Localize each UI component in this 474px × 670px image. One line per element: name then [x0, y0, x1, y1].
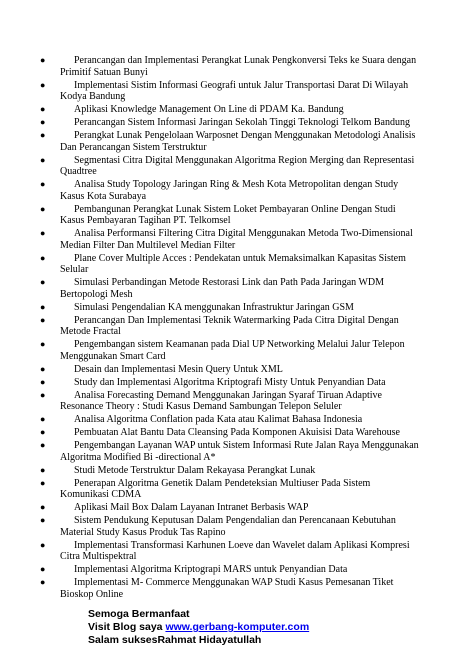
bullet-icon: ●: [40, 277, 46, 287]
bullet-icon: ●: [40, 464, 46, 475]
list-item-text: Studi Metode Terstruktur Dalam Rekayasa Perangkat Lunak: [74, 464, 316, 476]
list-item: [32, 478, 420, 501]
list-item-text: Pengembangan Layanan WAP untuk Sistem Informasi Rute Jalan Raya Menggunakan Algoritma Modified Bi -directional A*: [60, 440, 419, 463]
list-item-text: Perancangan Sistem Informasi Jaringan Sekolah Tinggi Teknologi Telkom Bandung: [74, 117, 410, 128]
list-item-text: Pembuatan Alat Bantu Data Cleansing Pada Komponen Akuisisi Data Warehouse: [74, 427, 400, 438]
footer-blog-line: [88, 621, 309, 634]
bullet-icon: ●: [40, 577, 46, 587]
list-item: [32, 179, 420, 202]
list-item: [32, 55, 420, 78]
list-item: [32, 427, 420, 439]
list-item: [32, 315, 420, 338]
list-item: [32, 440, 420, 463]
list-item-text: Implementasi M- Commerce Menggunakan WAP Studi Kasus Pemesanan Tiket Bioskop Online: [60, 577, 394, 600]
list-item-text: Implementasi Sistim Informasi Geografi untuk Jalur Transportasi Darat Di Wilayah Kodya Bandung: [60, 79, 409, 102]
bullet-icon: ●: [40, 515, 46, 525]
list-item: [32, 364, 420, 376]
bullet-icon: ●: [40, 55, 46, 65]
list-item: [32, 228, 420, 251]
bullet-icon: ●: [40, 154, 46, 165]
list-item-text: Sistem Pendukung Keputusan Dalam Pengendalian dan Perencanaan Kebutuhan Material Study Kasus Produk Tas Rapino: [60, 515, 396, 538]
bullet-icon: ●: [40, 376, 46, 387]
bullet-icon: ●: [40, 427, 46, 437]
list-item: [32, 502, 420, 514]
list-item: [32, 155, 420, 178]
bullet-icon: ●: [40, 179, 46, 189]
bullet-icon: ●: [40, 564, 46, 574]
list-item-text: Aplikasi Knowledge Management On Line di PDAM Ka. Bandung: [74, 104, 344, 115]
bullet-icon: ●: [40, 104, 46, 114]
list-item: [32, 253, 420, 276]
list-item-text: Study dan Implementasi Algoritma Kriptografi Misty Untuk Penyandian Data: [74, 376, 386, 388]
footer-blog-prefix: Visit Blog saya: [88, 621, 166, 633]
list-item-text: Implementasi Algoritma Kriptograpi MARS untuk Penyandian Data: [74, 564, 348, 575]
list-item: [32, 277, 420, 300]
list-item-text: Desain dan Implementasi Mesin Query Untuk XML: [74, 363, 283, 375]
list-item-text: Perancangan dan Implementasi Perangkat Lunak Pengkonversi Teks ke Suara dengan Primitif Satuan Bunyi: [60, 55, 417, 78]
bullet-icon: ●: [40, 440, 46, 450]
list-item: [32, 540, 420, 563]
bullet-icon: ●: [40, 414, 46, 424]
list-item-text: Analisa Study Topology Jaringan Ring & Mesh Kota Metropolitan dengan Study Kasus Kota Surabaya: [60, 179, 399, 202]
list-item: [32, 204, 420, 227]
bullet-icon: ●: [40, 477, 46, 488]
list-item-text: Pengembangan sistem Keamanan pada Dial UP Networking Melalui Jalur Telepon Menggunakan Smart Card: [60, 339, 405, 362]
list-item: [32, 339, 420, 362]
bullet-icon: ●: [40, 301, 46, 312]
list-item: [32, 414, 420, 426]
list-item-text: Plane Cover Multiple Acces : Pendekatan untuk Memaksimalkan Kapasitas Sistem Selular: [60, 252, 406, 275]
bullet-icon: ●: [40, 389, 46, 400]
blog-link[interactable]: www.gerbang-komputer.com: [165, 621, 310, 633]
bullet-icon: ●: [40, 252, 46, 263]
list-item-text: Analisa Performansi Filtering Citra Digital Menggunakan Metoda Two-Dimensional Median Filter Dan Multilevel Median Filter: [60, 228, 413, 251]
footer-signature: Salam suksesRahmat Hidayatullah: [88, 634, 262, 646]
bullet-icon: ●: [40, 339, 46, 349]
list-item: [32, 80, 420, 103]
bullet-icon: ●: [40, 502, 46, 512]
bullet-icon: ●: [40, 203, 46, 214]
list-item: [32, 564, 420, 576]
list-item: [32, 117, 420, 129]
list-item: [32, 577, 420, 600]
list-item-text: Simulasi Perbandingan Metode Restorasi Link dan Path Pada Jaringan WDM Bertopologi Mesh: [60, 277, 385, 300]
bullet-icon: ●: [40, 314, 46, 325]
list-item-text: Penerapan Algoritma Genetik Dalam Pendeteksian Multiuser Pada Sistem Komunikasi CDMA: [60, 477, 371, 500]
list-item-text: Implementasi Transformasi Karhunen Loeve dan Wavelet dalam Aplikasi Kompresi Citra Multispektral: [60, 539, 410, 562]
bullet-icon: ●: [40, 117, 46, 127]
footer: [88, 608, 309, 647]
bullet-icon: ●: [40, 539, 46, 550]
list-item: [32, 390, 420, 413]
list-item: [32, 515, 420, 538]
list-item-text: Aplikasi Mail Box Dalam Layanan Intranet Berbasis WAP: [74, 502, 309, 513]
footer-greeting: Semoga Bermanfaat: [88, 608, 190, 620]
thesis-title-list: [40, 55, 420, 602]
bullet-icon: ●: [40, 130, 46, 140]
list-item: [32, 377, 420, 389]
list-item: [32, 302, 420, 314]
bullet-icon: ●: [40, 228, 46, 238]
list-item-text: Simulasi Pengendalian KA menggunakan Infrastruktur Jaringan GSM: [74, 301, 354, 313]
list-item-text: Pembangunan Perangkat Lunak Sistem Loket Pembayaran Online Dengan Studi Kasus Pembayaran Tagihan PT. Telkomsel: [60, 203, 396, 226]
list-item: [32, 104, 420, 116]
list-item-text: Segmentasi Citra Digital Menggunakan Algoritma Region Merging dan Representasi Quadtree: [60, 154, 415, 177]
list-item: [32, 130, 420, 153]
list-item-text: Perancangan Dan Implementasi Teknik Watermarking Pada Citra Digital Dengan Metode Fractal: [60, 314, 399, 337]
bullet-icon: ●: [40, 79, 46, 90]
list-item-text: Analisa Forecasting Demand Menggunakan Jaringan Syaraf Tiruan Adaptive Resonance Theory : Studi Kasus Demand Sambungan Telepon Seluler: [60, 389, 382, 412]
list-item: [32, 465, 420, 477]
list-item-text: Perangkat Lunak Pengelolaan Warposnet Dengan Menggunakan Metodologi Analisis Dan Perancangan Sistem Terstruktur: [60, 130, 416, 153]
list-item-text: Analisa Algoritma Conflation pada Kata atau Kalimat Bahasa Indonesia: [74, 414, 363, 425]
bullet-icon: ●: [40, 363, 46, 374]
